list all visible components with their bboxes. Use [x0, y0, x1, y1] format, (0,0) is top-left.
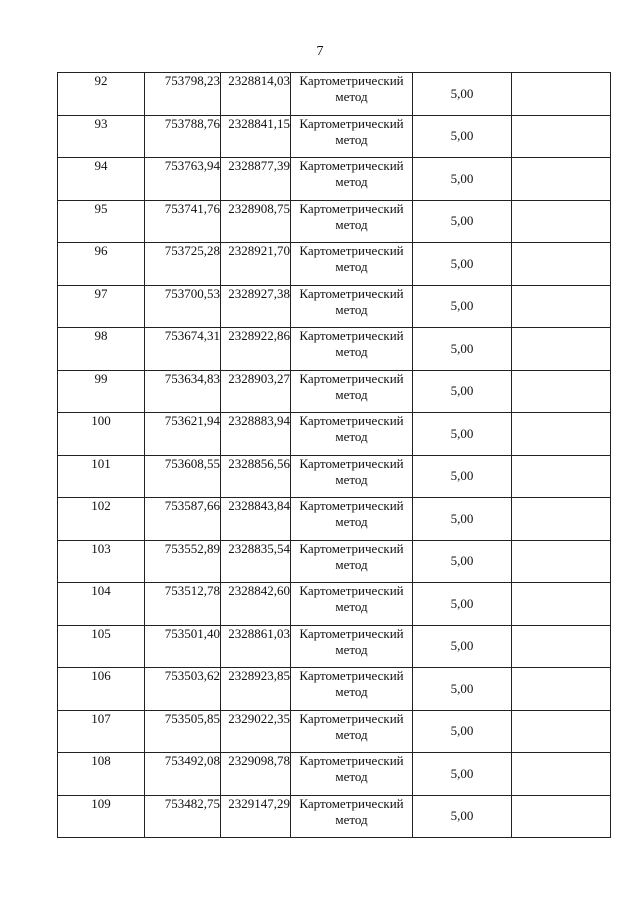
method-line-2: метод: [335, 344, 368, 359]
table-row: [58, 328, 611, 371]
method-line-2: метод: [335, 514, 368, 529]
point-number-cell: 100: [58, 413, 145, 456]
table-row: [58, 413, 611, 456]
accuracy-cell: 5,00: [413, 158, 512, 201]
empty-cell: [512, 668, 611, 711]
point-number-cell: 99: [58, 370, 145, 413]
empty-cell: [512, 753, 611, 796]
accuracy-cell: 5,00: [413, 540, 512, 583]
x-coordinate-cell: 753741,76: [145, 200, 221, 243]
method-line-1: Картометрический: [299, 73, 404, 88]
accuracy-cell: 5,00: [413, 328, 512, 371]
method-line-2: метод: [335, 811, 368, 827]
y-coordinate-cell: 2328861,03: [221, 625, 291, 668]
method-line-2: метод: [335, 684, 368, 699]
method-line-1: Картометрический: [299, 115, 404, 131]
table-row: [58, 285, 611, 328]
empty-cell: [512, 158, 611, 201]
method-line-1: Картометрический: [299, 243, 404, 258]
y-coordinate-cell: 2328842,60: [221, 583, 291, 626]
accuracy-cell: 5,00: [413, 200, 512, 243]
point-number-cell: 102: [58, 498, 145, 541]
point-number-cell: 106: [58, 668, 145, 711]
empty-cell: [512, 73, 611, 116]
x-coordinate-cell: 753634,83: [145, 370, 221, 413]
method-cell: [291, 370, 413, 413]
method-line-1: Картометрический: [299, 583, 404, 598]
point-number-cell: 95: [58, 200, 145, 243]
x-coordinate-cell: 753725,28: [145, 243, 221, 286]
empty-cell: [512, 115, 611, 158]
y-coordinate-cell: 2328843,84: [221, 498, 291, 541]
x-coordinate-cell: 753587,66: [145, 498, 221, 541]
point-number-cell: 103: [58, 540, 145, 583]
accuracy-cell: 5,00: [413, 285, 512, 328]
method-line-1: Картометрический: [299, 285, 404, 301]
page-number: 7: [316, 44, 324, 59]
empty-cell: [512, 370, 611, 413]
table-row: [58, 73, 611, 116]
empty-cell: [512, 498, 611, 541]
method-line-2: метод: [335, 429, 368, 444]
accuracy-cell: 5,00: [413, 243, 512, 286]
table-row: [58, 115, 611, 158]
table-row: [58, 455, 611, 498]
empty-cell: [512, 243, 611, 286]
method-cell: [291, 200, 413, 243]
x-coordinate-cell: 753482,75: [145, 795, 221, 838]
table-row: [58, 243, 611, 286]
point-number-cell: 93: [58, 115, 145, 158]
y-coordinate-cell: 2329147,29: [221, 795, 291, 838]
empty-cell: [512, 540, 611, 583]
table-row: [58, 625, 611, 668]
x-coordinate-cell: 753788,76: [145, 115, 221, 158]
method-line-1: Картометрический: [299, 455, 404, 471]
y-coordinate-cell: 2328908,75: [221, 200, 291, 243]
method-cell: [291, 583, 413, 626]
y-coordinate-cell: 2328923,85: [221, 668, 291, 711]
method-line-2: метод: [335, 131, 368, 147]
method-cell: [291, 115, 413, 158]
empty-cell: [512, 413, 611, 456]
accuracy-cell: 5,00: [413, 583, 512, 626]
method-line-1: Картометрический: [299, 158, 404, 173]
table-row: [58, 753, 611, 796]
accuracy-cell: 5,00: [413, 753, 512, 796]
method-line-2: метод: [335, 471, 368, 487]
empty-cell: [512, 200, 611, 243]
point-number-cell: 104: [58, 583, 145, 626]
method-line-2: метод: [335, 301, 368, 317]
method-line-1: Картометрический: [299, 328, 404, 343]
x-coordinate-cell: 753798,23: [145, 73, 221, 116]
method-line-2: метод: [335, 726, 368, 742]
point-number-cell: 109: [58, 795, 145, 838]
method-cell: [291, 753, 413, 796]
y-coordinate-cell: 2328922,86: [221, 328, 291, 371]
method-line-1: Картометрический: [299, 795, 404, 811]
method-cell: [291, 625, 413, 668]
method-cell: [291, 243, 413, 286]
coordinates-table: [57, 72, 611, 838]
method-line-1: Картометрический: [299, 413, 404, 428]
accuracy-cell: 5,00: [413, 115, 512, 158]
method-line-1: Картометрический: [299, 540, 404, 556]
y-coordinate-cell: 2329022,35: [221, 710, 291, 753]
table-row: [58, 583, 611, 626]
method-cell: [291, 158, 413, 201]
method-line-2: метод: [335, 386, 368, 402]
method-line-2: метод: [335, 216, 368, 232]
method-cell: [291, 73, 413, 116]
table-row: [58, 795, 611, 838]
method-line-2: метод: [335, 89, 368, 104]
y-coordinate-cell: 2328927,38: [221, 285, 291, 328]
x-coordinate-cell: 753501,40: [145, 625, 221, 668]
method-cell: [291, 328, 413, 371]
point-number-cell: 94: [58, 158, 145, 201]
method-cell: [291, 540, 413, 583]
empty-cell: [512, 455, 611, 498]
x-coordinate-cell: 753512,78: [145, 583, 221, 626]
method-line-1: Картометрический: [299, 200, 404, 216]
x-coordinate-cell: 753492,08: [145, 753, 221, 796]
method-line-2: метод: [335, 769, 368, 784]
x-coordinate-cell: 753608,55: [145, 455, 221, 498]
x-coordinate-cell: 753700,53: [145, 285, 221, 328]
method-line-2: метод: [335, 174, 368, 189]
method-line-1: Картометрический: [299, 753, 404, 768]
accuracy-cell: 5,00: [413, 413, 512, 456]
y-coordinate-cell: 2328921,70: [221, 243, 291, 286]
empty-cell: [512, 583, 611, 626]
table-row: [58, 158, 611, 201]
method-cell: [291, 413, 413, 456]
table-row: [58, 200, 611, 243]
y-coordinate-cell: 2328877,39: [221, 158, 291, 201]
table-row: [58, 710, 611, 753]
method-line-2: метод: [335, 641, 368, 657]
x-coordinate-cell: 753552,89: [145, 540, 221, 583]
point-number-cell: 97: [58, 285, 145, 328]
table-row: [58, 668, 611, 711]
accuracy-cell: 5,00: [413, 668, 512, 711]
y-coordinate-cell: 2328835,54: [221, 540, 291, 583]
method-cell: [291, 455, 413, 498]
y-coordinate-cell: 2328841,15: [221, 115, 291, 158]
x-coordinate-cell: 753503,62: [145, 668, 221, 711]
empty-cell: [512, 710, 611, 753]
accuracy-cell: 5,00: [413, 455, 512, 498]
empty-cell: [512, 625, 611, 668]
method-line-2: метод: [335, 599, 368, 614]
x-coordinate-cell: 753505,85: [145, 710, 221, 753]
accuracy-cell: 5,00: [413, 710, 512, 753]
method-cell: [291, 285, 413, 328]
method-line-1: Картометрический: [299, 625, 404, 641]
method-cell: [291, 668, 413, 711]
point-number-cell: 98: [58, 328, 145, 371]
method-line-1: Картометрический: [299, 370, 404, 386]
method-cell: [291, 795, 413, 838]
point-number-cell: 101: [58, 455, 145, 498]
point-number-cell: 96: [58, 243, 145, 286]
point-number-cell: 108: [58, 753, 145, 796]
accuracy-cell: 5,00: [413, 370, 512, 413]
y-coordinate-cell: 2328814,03: [221, 73, 291, 116]
method-line-1: Картометрический: [299, 498, 404, 513]
accuracy-cell: 5,00: [413, 498, 512, 541]
table-row: [58, 540, 611, 583]
x-coordinate-cell: 753763,94: [145, 158, 221, 201]
coordinates-table-body: [58, 73, 611, 838]
method-cell: [291, 498, 413, 541]
method-line-1: Картометрический: [299, 668, 404, 683]
table-row: [58, 498, 611, 541]
x-coordinate-cell: 753621,94: [145, 413, 221, 456]
y-coordinate-cell: 2328903,27: [221, 370, 291, 413]
point-number-cell: 107: [58, 710, 145, 753]
point-number-cell: 105: [58, 625, 145, 668]
method-line-2: метод: [335, 259, 368, 274]
empty-cell: [512, 285, 611, 328]
point-number-cell: 92: [58, 73, 145, 116]
x-coordinate-cell: 753674,31: [145, 328, 221, 371]
accuracy-cell: 5,00: [413, 795, 512, 838]
method-cell: [291, 710, 413, 753]
y-coordinate-cell: 2329098,78: [221, 753, 291, 796]
empty-cell: [512, 328, 611, 371]
method-line-2: метод: [335, 556, 368, 572]
empty-cell: [512, 795, 611, 838]
y-coordinate-cell: 2328856,56: [221, 455, 291, 498]
method-line-1: Картометрический: [299, 710, 404, 726]
table-row: [58, 370, 611, 413]
y-coordinate-cell: 2328883,94: [221, 413, 291, 456]
accuracy-cell: 5,00: [413, 73, 512, 116]
accuracy-cell: 5,00: [413, 625, 512, 668]
